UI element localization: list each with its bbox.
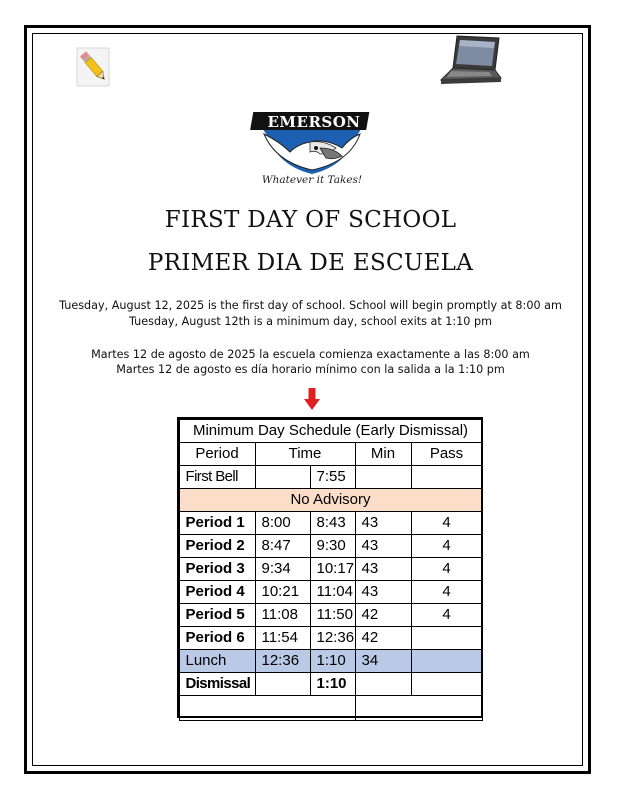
english-line-2: Tuesday, August 12th is a minimum day, school exits at 1:10 pm [129,315,492,328]
table-row [179,604,482,627]
period-end: 10:17 [310,558,355,581]
table-row [179,512,482,535]
empty-cell [411,466,482,489]
first-bell-label: First Bell [179,466,255,489]
period-pass: 4 [411,581,482,604]
empty-cell [255,673,310,696]
school-logo [250,108,374,190]
logo-tagline: Whatever it Takes! [261,174,363,186]
period-min: 43 [355,535,411,558]
pencil-icon [76,46,112,88]
minimum-day-schedule-table [178,418,483,721]
header-time: Time [255,443,355,466]
eagle-logo-icon [250,108,374,178]
schedule-caption: Minimum Day Schedule (Early Dismissal) [179,419,482,443]
period-min: 43 [355,512,411,535]
dismissal-label: Dismissal [179,673,255,696]
period-label: Period 1 [179,512,255,535]
arrow-down-icon [303,387,321,411]
period-pass: 4 [411,512,482,535]
table-row [179,466,482,489]
period-end: 9:30 [310,535,355,558]
empty-cell [355,696,482,721]
header-period: Period [179,443,255,466]
lunch-min: 34 [355,650,411,673]
lunch-row [179,650,482,673]
header-min: Min [355,443,411,466]
table-row [179,535,482,558]
period-start: 8:00 [255,512,310,535]
empty-cell [255,466,310,489]
period-start: 9:34 [255,558,310,581]
lunch-end: 1:10 [310,650,355,673]
spanish-line-2: Martes 12 de agosto es día horario mínimo con la salida a la 1:10 pm [116,363,505,376]
period-start: 10:21 [255,581,310,604]
english-line-1: Tuesday, August 12, 2025 is the first day of school. School will begin promptly at 8:00 am [59,299,562,312]
period-label: Period 5 [179,604,255,627]
dismissal-time: 1:10 [310,673,355,696]
header-pass: Pass [411,443,482,466]
table-row [179,696,482,721]
period-min: 43 [355,581,411,604]
period-label: Period 4 [179,581,255,604]
empty-cell [355,466,411,489]
period-min: 43 [355,558,411,581]
lunch-start: 12:36 [255,650,310,673]
lunch-label: Lunch [179,650,255,673]
dismissal-row [179,673,482,696]
period-start: 11:54 [255,627,310,650]
title-english: FIRST DAY OF SCHOOL [164,207,457,233]
period-pass: 4 [411,604,482,627]
period-min: 42 [355,627,411,650]
period-end: 12:36 [310,627,355,650]
period-label: Period 3 [179,558,255,581]
empty-cell [411,673,482,696]
period-end: 11:04 [310,581,355,604]
advisory-row [179,489,482,512]
period-start: 8:47 [255,535,310,558]
period-pass: 4 [411,535,482,558]
period-label: Period 6 [179,627,255,650]
spanish-line-1: Martes 12 de agosto de 2025 la escuela comienza exactamente a las 8:00 am [91,348,530,361]
table-row [179,558,482,581]
laptop-icon [437,34,503,90]
period-pass [411,627,482,650]
empty-cell [411,650,482,673]
empty-cell [179,696,355,721]
table-row [179,627,482,650]
period-start: 11:08 [255,604,310,627]
period-label: Period 2 [179,535,255,558]
table-row [179,581,482,604]
period-end: 8:43 [310,512,355,535]
logo-wordmark: EMERSON [267,113,361,131]
period-min: 42 [355,604,411,627]
period-pass: 4 [411,558,482,581]
period-end: 11:50 [310,604,355,627]
empty-cell [355,673,411,696]
advisory-label: No Advisory [179,489,482,512]
title-spanish: PRIMER DIA DE ESCUELA [147,250,474,276]
first-bell-time: 7:55 [310,466,355,489]
